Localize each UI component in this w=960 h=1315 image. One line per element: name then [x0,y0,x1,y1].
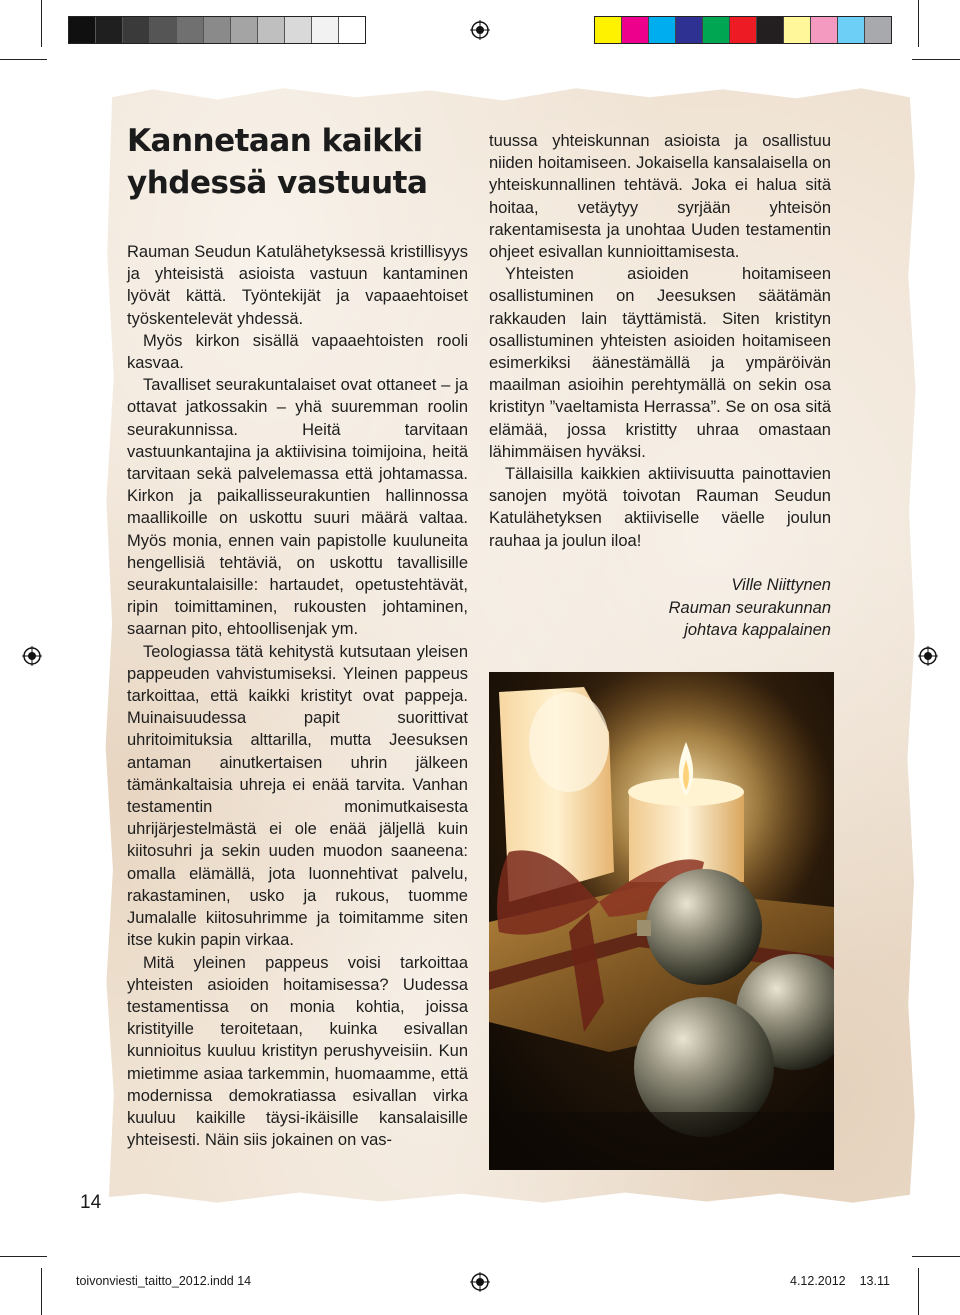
grayscale-swatch [204,17,231,43]
grayscale-swatch [312,17,339,43]
color-swatch [703,17,730,43]
color-swatch [838,17,865,43]
title-line: yhdessä vastuuta [127,165,428,201]
color-swatch [622,17,649,43]
grayscale-swatch [285,17,312,43]
paragraph: Yhteisten asioiden hoitamiseen osallistuminen on Jeesuksen säätämän rakkauden lain täyttämistä. Siten kristityn osallistuminen yhteisten asioiden hoitamiseen esimerkiksi äänestämällä ja ympäröivän maailman asioihin perehtymällä on sekin osa kristityn ”vaeltamista Herrassa”. Se on osa sitä elämää, jossa kristitty uhraa omastaan lähimmäisen hyväksi. [489,265,831,461]
paragraph: Mitä yleinen pappeus voisi tarkoittaa yhteisten asioiden hoitamisessa? Uudessa testamentissa on monia kohtia, joissa kristityille teroitetaan, kuinka esivallan kunnioitus kuuluu kristityn perushyveisiin. Kun mietimme asiaa tarkemmin, huomaamme, että modernissa demokratiassa esivallan virka kuuluu kaikille täysi-ikäisille kansalaisille yhteisesti. Näin siis jokainen on vas- [127,953,468,1150]
paragraph: Tavalliset seurakuntalaiset ovat ottaneet – ja ottavat jatkossakin – yhä suuremman roolin seurakunnissa. Heitä tarvitaan vastuunkantajina ja aktiivisina toimijoina, heitä tarvitaan sekä palvelemassa että johtamassa. Kirkon ja paikallisseurakuntien hallinnossa maallikoille on uskottu suuri määrä valtaa. Myös monia, ennen vain papistolle kuuluneita hengellisiä tehtäviä, on uskottu tavallisille seurakuntalaisille: hartaudet, opetustehtävät, ripin toimittaminen, rukousten johtaminen, saarnan pito, ehtoollisenjak ym. [127,376,468,639]
paragraph: Myös kirkon sisällä vapaaehtoisten rooli kasvaa. [127,331,468,373]
color-swatch [784,17,811,43]
grayscale-swatch [96,17,123,43]
color-swatch [757,17,784,43]
grayscale-swatch [258,17,285,43]
slug-filename: toivonviesti_taitto_2012.indd 14 [76,1274,252,1288]
registration-mark-icon [918,646,938,666]
crop-mark [41,1268,42,1315]
grayscale-swatch [150,17,177,43]
candles-and-ornaments-photo [489,672,834,1170]
grayscale-swatch [177,17,204,43]
article-column-left [127,241,468,1151]
grayscale-swatch [69,17,96,43]
title-line: Kannetaan kaikki [127,123,423,159]
color-swatch [676,17,703,43]
paragraph: Teologiassa tätä kehitystä kutsutaan yleisen pappeuden vahvistumiseksi. Yleinen pappeus tarkoittaa, että kaikki kristityt ovat pappeja. Muinaisuudessa papit suorittivat uhritoimituksia alttarilla, mutta Jeesuksen antaman ainutkertaisen uhrin jälkeen tämänkaltaisia uhreja ei enää tarvita. Vanhan testamentin monimutkaisesta uhrijärjestelmästä ei ole enää jäljellä kuin kiitosuhri ja sekin uuden muodon saaneena: omalla elämällä, jota luonnehtivat palvelu, rakastaminen, usko ja rukous, tuomme Jumalalle kiitosuhrimme ja toimitamme siten itse kukin papin virkaa. [127,642,468,950]
color-swatch [811,17,838,43]
author-signature [560,574,831,642]
author-title: johtava kappalainen [684,621,831,639]
slug-date: 4.12.2012 [790,1274,846,1288]
crop-mark [912,1256,960,1257]
page-number: 14 [80,1192,102,1213]
article-column-right [489,130,831,552]
color-calibration-bar [594,16,892,44]
grayscale-swatch [123,17,150,43]
crop-mark [918,1268,919,1315]
color-swatch [730,17,757,43]
crop-mark [0,59,47,60]
registration-mark-icon [22,646,42,666]
paragraph: Tällaisilla kaikkien aktiivisuutta painottavien sanojen myötä toivotan Rauman Seudun Katulähetyksen aktiiviselle väelle joulun rauhaa ja joulun iloa! [489,465,831,550]
slug-time: 13.11 [859,1274,890,1288]
paragraph: Rauman Seudun Katulähetyksessä kristillisyys ja yhteisistä asioista vastuun kantaminen lyövät kättä. Työntekijät ja vapaaehtoiset työskentelevät yhdessä. [127,243,468,328]
crop-mark [912,59,960,60]
registration-mark-icon [470,20,490,40]
grayscale-swatch [231,17,258,43]
color-swatch [649,17,676,43]
slug-timestamp [790,1274,904,1288]
paragraph: tuussa yhteiskunnan asioista ja osallistuu niiden hoitamiseen. Jokaisella kansalaisella on yhteiskunnallinen tehtävä. Joka ei halua sitä hoitaa, vetäytyy syrjään yhteisön rakentamisesta ja unohtaa Uuden testamentin ohjeet esivallan kunnioittamisesta. [489,132,831,262]
color-swatch [865,17,891,43]
crop-mark [918,0,919,47]
crop-mark [41,0,42,47]
crop-mark [0,1256,47,1257]
grayscale-swatch [339,17,365,43]
author-title: Rauman seurakunnan [668,598,831,617]
article-title [127,120,467,204]
grayscale-calibration-bar [68,16,366,44]
color-swatch [595,17,622,43]
registration-mark-icon [470,1272,490,1292]
author-name: Ville Niittynen [731,576,831,594]
